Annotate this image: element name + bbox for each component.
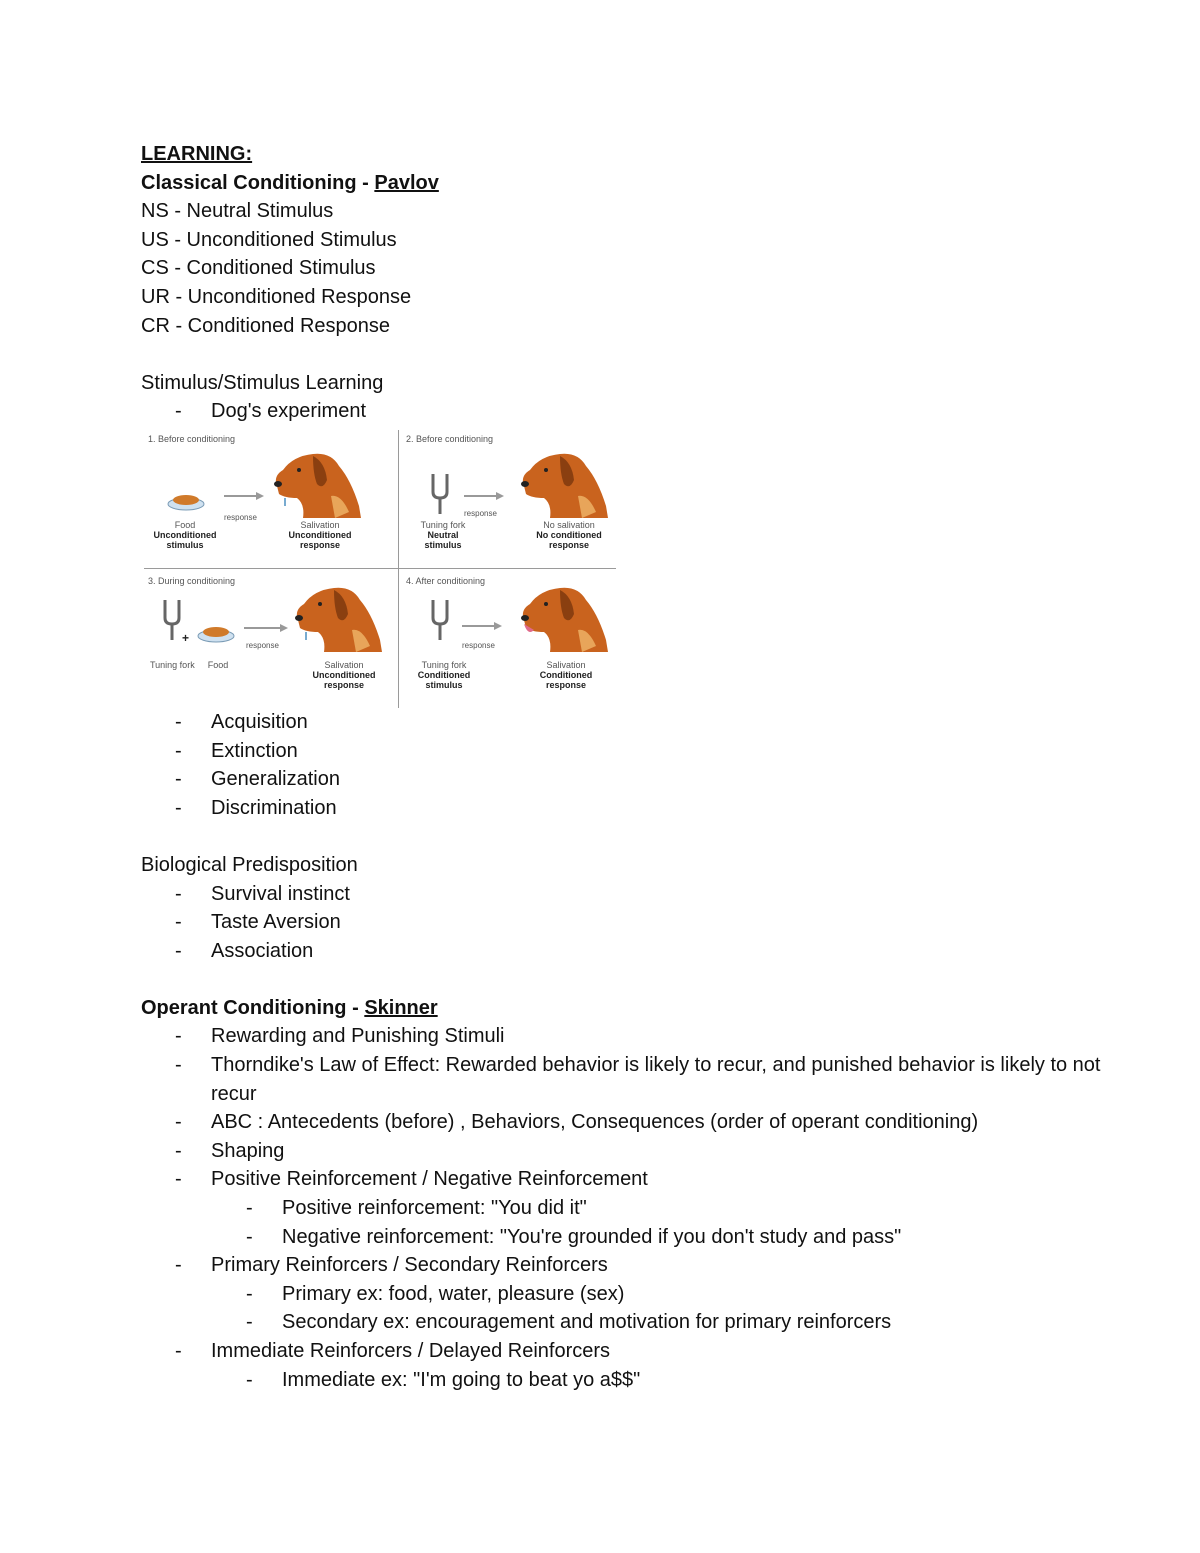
- plus-icon: +: [182, 630, 190, 645]
- term-cs: CS - Conditioned Stimulus: [141, 257, 376, 280]
- list-item: - Immediate Reinforcers / Delayed Reinforcers: [175, 1340, 611, 1362]
- sub-list-item: - Negative reinforcement: "You're grounded if you don't study and pass": [246, 1225, 902, 1248]
- figure-panel-3: 3. During conditioning + response Tuning fork Food Salivation Unconditioned response: [144, 572, 380, 704]
- sub-list-item: - Secondary ex: encouragement and motivation for primary reinforcers: [246, 1311, 892, 1334]
- dog-icon: [290, 580, 386, 652]
- panel-1-left-caption: Food Unconditioned stimulus: [153, 519, 217, 550]
- panel-3-left-caption: Tuning fork: [150, 659, 195, 670]
- sub-list-item: - Positive reinforcement: "You did it": [246, 1197, 587, 1220]
- list-item: - Rewarding and Punishing Stimuli: [175, 1025, 505, 1048]
- sub-list-item: - Primary ex: food, water, pleasure (sex): [246, 1282, 625, 1305]
- term-ns: NS - Neutral Stimulus: [141, 200, 334, 223]
- term-us: US - Unconditioned Stimulus: [141, 228, 397, 251]
- list-item: - Dog's experiment: [175, 400, 366, 423]
- food-bowl-icon: [196, 622, 236, 644]
- list-item: - ABC : Antecedents (before) , Behaviors, Consequences (order of operant conditioning): [175, 1111, 979, 1134]
- figure-panel-2: 2. Before conditioning response Tuning fork Neutral stimulus No salivation No conditioned response: [402, 430, 638, 562]
- list-item: - Taste Aversion: [175, 911, 341, 934]
- list-item: - Extinction: [175, 739, 298, 762]
- sub-list-item: - Immediate ex: "I'm going to beat yo a$$": [246, 1368, 641, 1391]
- list-item: - Acquisition: [175, 710, 308, 733]
- page-heading: LEARNING:: [141, 143, 253, 165]
- arrow-icon: [244, 624, 288, 632]
- arrow-icon: [224, 492, 264, 500]
- arrow-icon: [464, 492, 504, 500]
- panel-1-right-caption: Salivation Unconditioned response: [288, 519, 352, 550]
- operant-title: Operant Conditioning -: [141, 996, 365, 1019]
- tuning-fork-icon: [430, 474, 450, 514]
- term-ur: UR - Unconditioned Response: [141, 285, 412, 308]
- arrow-icon: [462, 622, 502, 630]
- dog-icon: [516, 580, 612, 652]
- list-item: - Thorndike's Law of Effect: Rewarded behavior is likely to recur, and punished behavior is likely to not recur: [175, 1054, 1101, 1105]
- bio-heading: Biological Predisposition: [141, 853, 358, 876]
- term-cr: CR - Conditioned Response: [141, 314, 391, 337]
- panel-4-left-caption: Tuning fork Conditioned stimulus: [417, 659, 471, 690]
- figure-panel-4: 4. After conditioning response Tuning fork Conditioned stimulus Salivation Conditioned response: [402, 572, 638, 704]
- list-item: - Shaping: [175, 1139, 285, 1162]
- ss-learning-heading: Stimulus/Stimulus Learning: [141, 371, 384, 394]
- list-item: - Positive Reinforcement / Negative Reinforcement: [175, 1168, 648, 1191]
- figure-panel-1: 1. Before conditioning response Food Unconditioned stimulus Salivation Unconditioned response: [144, 430, 380, 562]
- list-item: - Primary Reinforcers / Secondary Reinforcers: [175, 1254, 608, 1277]
- panel-4-right-caption: Salivation Conditioned response: [539, 659, 593, 690]
- list-item: - Discrimination: [175, 796, 337, 819]
- pavlov-figure: [144, 430, 616, 708]
- document-body: [141, 140, 1101, 1394]
- operant-conditioning-heading: [141, 994, 1101, 1023]
- list-item: - Association: [175, 939, 314, 962]
- tuning-fork-icon: [430, 600, 450, 640]
- classical-title: Classical Conditioning -: [141, 171, 375, 194]
- dog-icon: [516, 446, 612, 518]
- tuning-fork-icon: [162, 600, 182, 640]
- food-bowl-icon: [166, 490, 206, 512]
- panel-2-left-caption: Tuning fork Neutral stimulus: [420, 519, 466, 550]
- list-item: - Survival instinct: [175, 882, 350, 905]
- classical-name: Pavlov: [374, 171, 439, 194]
- panel-3-mid-caption: Food: [207, 659, 229, 670]
- operant-name: Skinner: [364, 996, 438, 1019]
- classical-conditioning-heading: [141, 169, 1101, 198]
- dog-icon: [269, 446, 365, 518]
- panel-2-right-caption: No salivation No conditioned response: [536, 519, 602, 550]
- list-item: - Generalization: [175, 768, 340, 791]
- panel-3-right-caption: Salivation Unconditioned response: [312, 659, 376, 690]
